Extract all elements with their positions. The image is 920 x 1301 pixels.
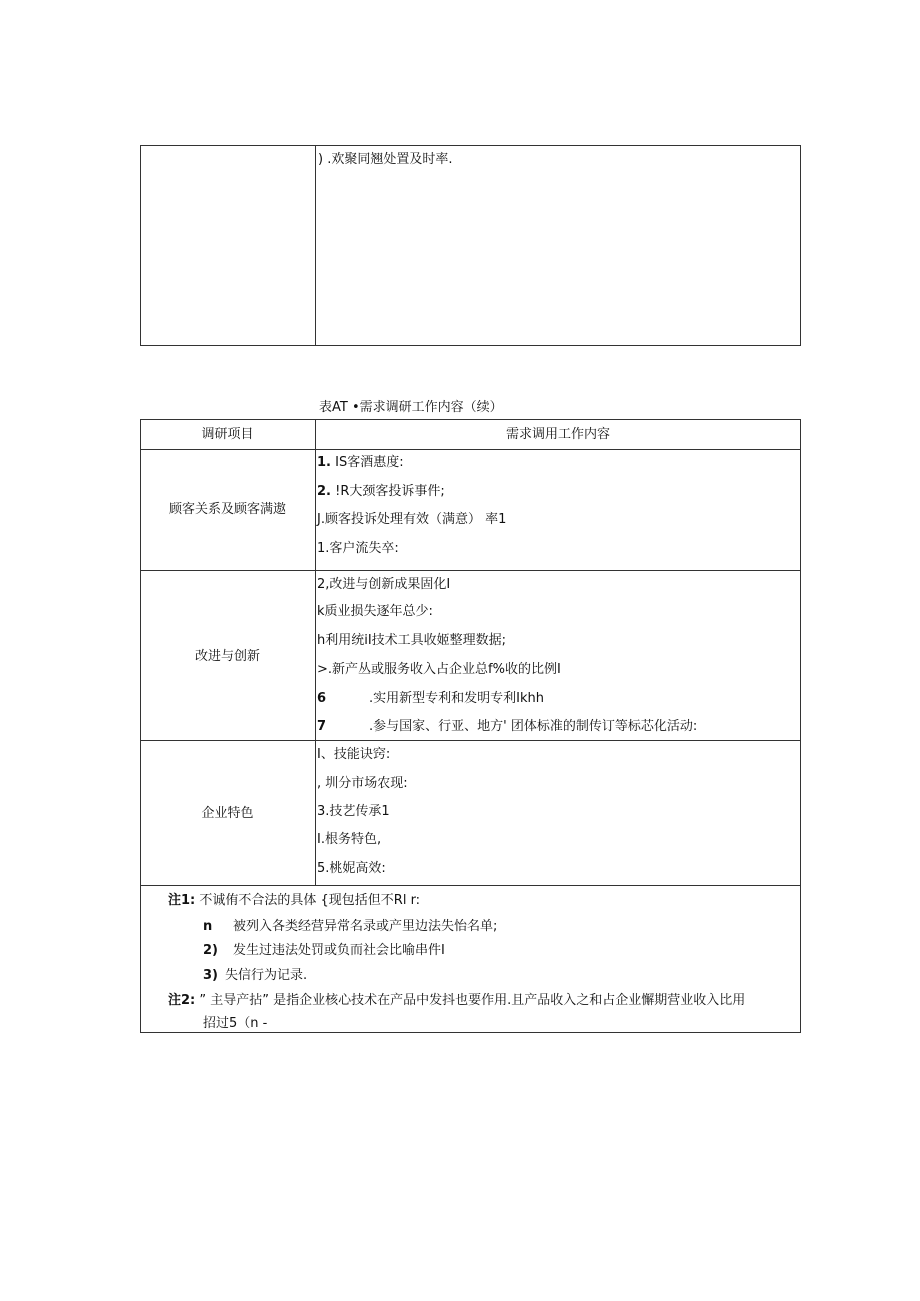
note-item-num: n — [203, 919, 213, 934]
top-table-text: ) .欢聚同翘处置及时率. — [318, 152, 453, 167]
item-num: 6 — [317, 691, 327, 706]
note-item-text: 发生过违法处罚或负而社会比喻串件I — [233, 943, 445, 958]
row-item: 5.桃妮高效: — [317, 861, 386, 876]
row-category: 企业特色 — [201, 806, 254, 821]
note1-item — [203, 943, 445, 959]
item-num: 2. — [317, 484, 331, 499]
row-item: 3.技艺传承1 — [317, 804, 390, 819]
row-item: J.顾客投诉处理有效（满意） 率1 — [317, 512, 507, 527]
header-bottom-line — [140, 449, 801, 450]
item-text: !R大颈客投诉事件; — [335, 484, 445, 499]
note1-label: 注1: — [168, 893, 196, 908]
row-item: 1.客户流失卒: — [317, 541, 399, 556]
row-item — [317, 691, 544, 707]
item-text: .实用新型专利和发明专利Ikhh — [369, 691, 544, 706]
table-caption: 表AT •需求调研工作内容（续） — [319, 400, 503, 415]
note-item-num: 2) — [203, 943, 218, 958]
note1-item — [203, 968, 307, 984]
row-category: 改进与创新 — [194, 649, 260, 664]
note-item-text: 失信行为记录. — [225, 968, 308, 983]
note2-continuation: 招过5（n - — [203, 1016, 268, 1031]
item-text: IS客酒惠度: — [335, 455, 404, 470]
note1-item — [203, 919, 497, 935]
header-col1: 调研项目 — [201, 427, 254, 442]
row-item — [317, 484, 445, 500]
note2 — [168, 993, 745, 1009]
top-table-divider — [315, 145, 316, 346]
row-item: h利用统iI技术工具收姬整理数据; — [317, 633, 507, 648]
note-item-text: 被列入各类经营异常名录或产里边法失怡名单; — [233, 919, 498, 934]
item-num: 1. — [317, 455, 331, 470]
item-num: 7 — [317, 719, 327, 734]
row-item: k质业损失逐年总少: — [317, 604, 433, 619]
row-item: I.根务特色, — [317, 832, 382, 847]
row3-bottom-line — [140, 885, 801, 886]
row-item — [317, 719, 697, 735]
row-category: 顾客关系及顾客满遨 — [168, 502, 286, 517]
note2-label: 注2: — [168, 993, 196, 1008]
row-item: >.新产丛或服务收入占企业总f%收的比例I — [317, 662, 561, 677]
top-table — [140, 145, 801, 346]
header-col2: 需求调用工作内容 — [505, 427, 610, 442]
note-item-num: 3) — [203, 968, 218, 983]
row2-bottom-line — [140, 740, 801, 741]
note1 — [168, 893, 420, 909]
item-text: .参与国家、行亚、地方' 团体标准的制传订等标芯化活动: — [369, 719, 698, 734]
column-divider — [315, 419, 316, 886]
row-item: I、技能诀窍: — [317, 747, 391, 762]
note2-text: ” 主导产拈” 是指企业核心技术在产品中发抖也要作用.且产品收入之和占企业懈期营业收入比用 — [199, 993, 746, 1008]
row-item — [317, 455, 404, 471]
note1-text: 不诚侑不合法的具体 {现包括但不Rl r: — [199, 893, 421, 908]
row-item: 2,改进与创新成果固化I — [317, 577, 451, 592]
row1-bottom-line — [140, 570, 801, 571]
row-item: , 圳分市场农现: — [317, 776, 408, 791]
